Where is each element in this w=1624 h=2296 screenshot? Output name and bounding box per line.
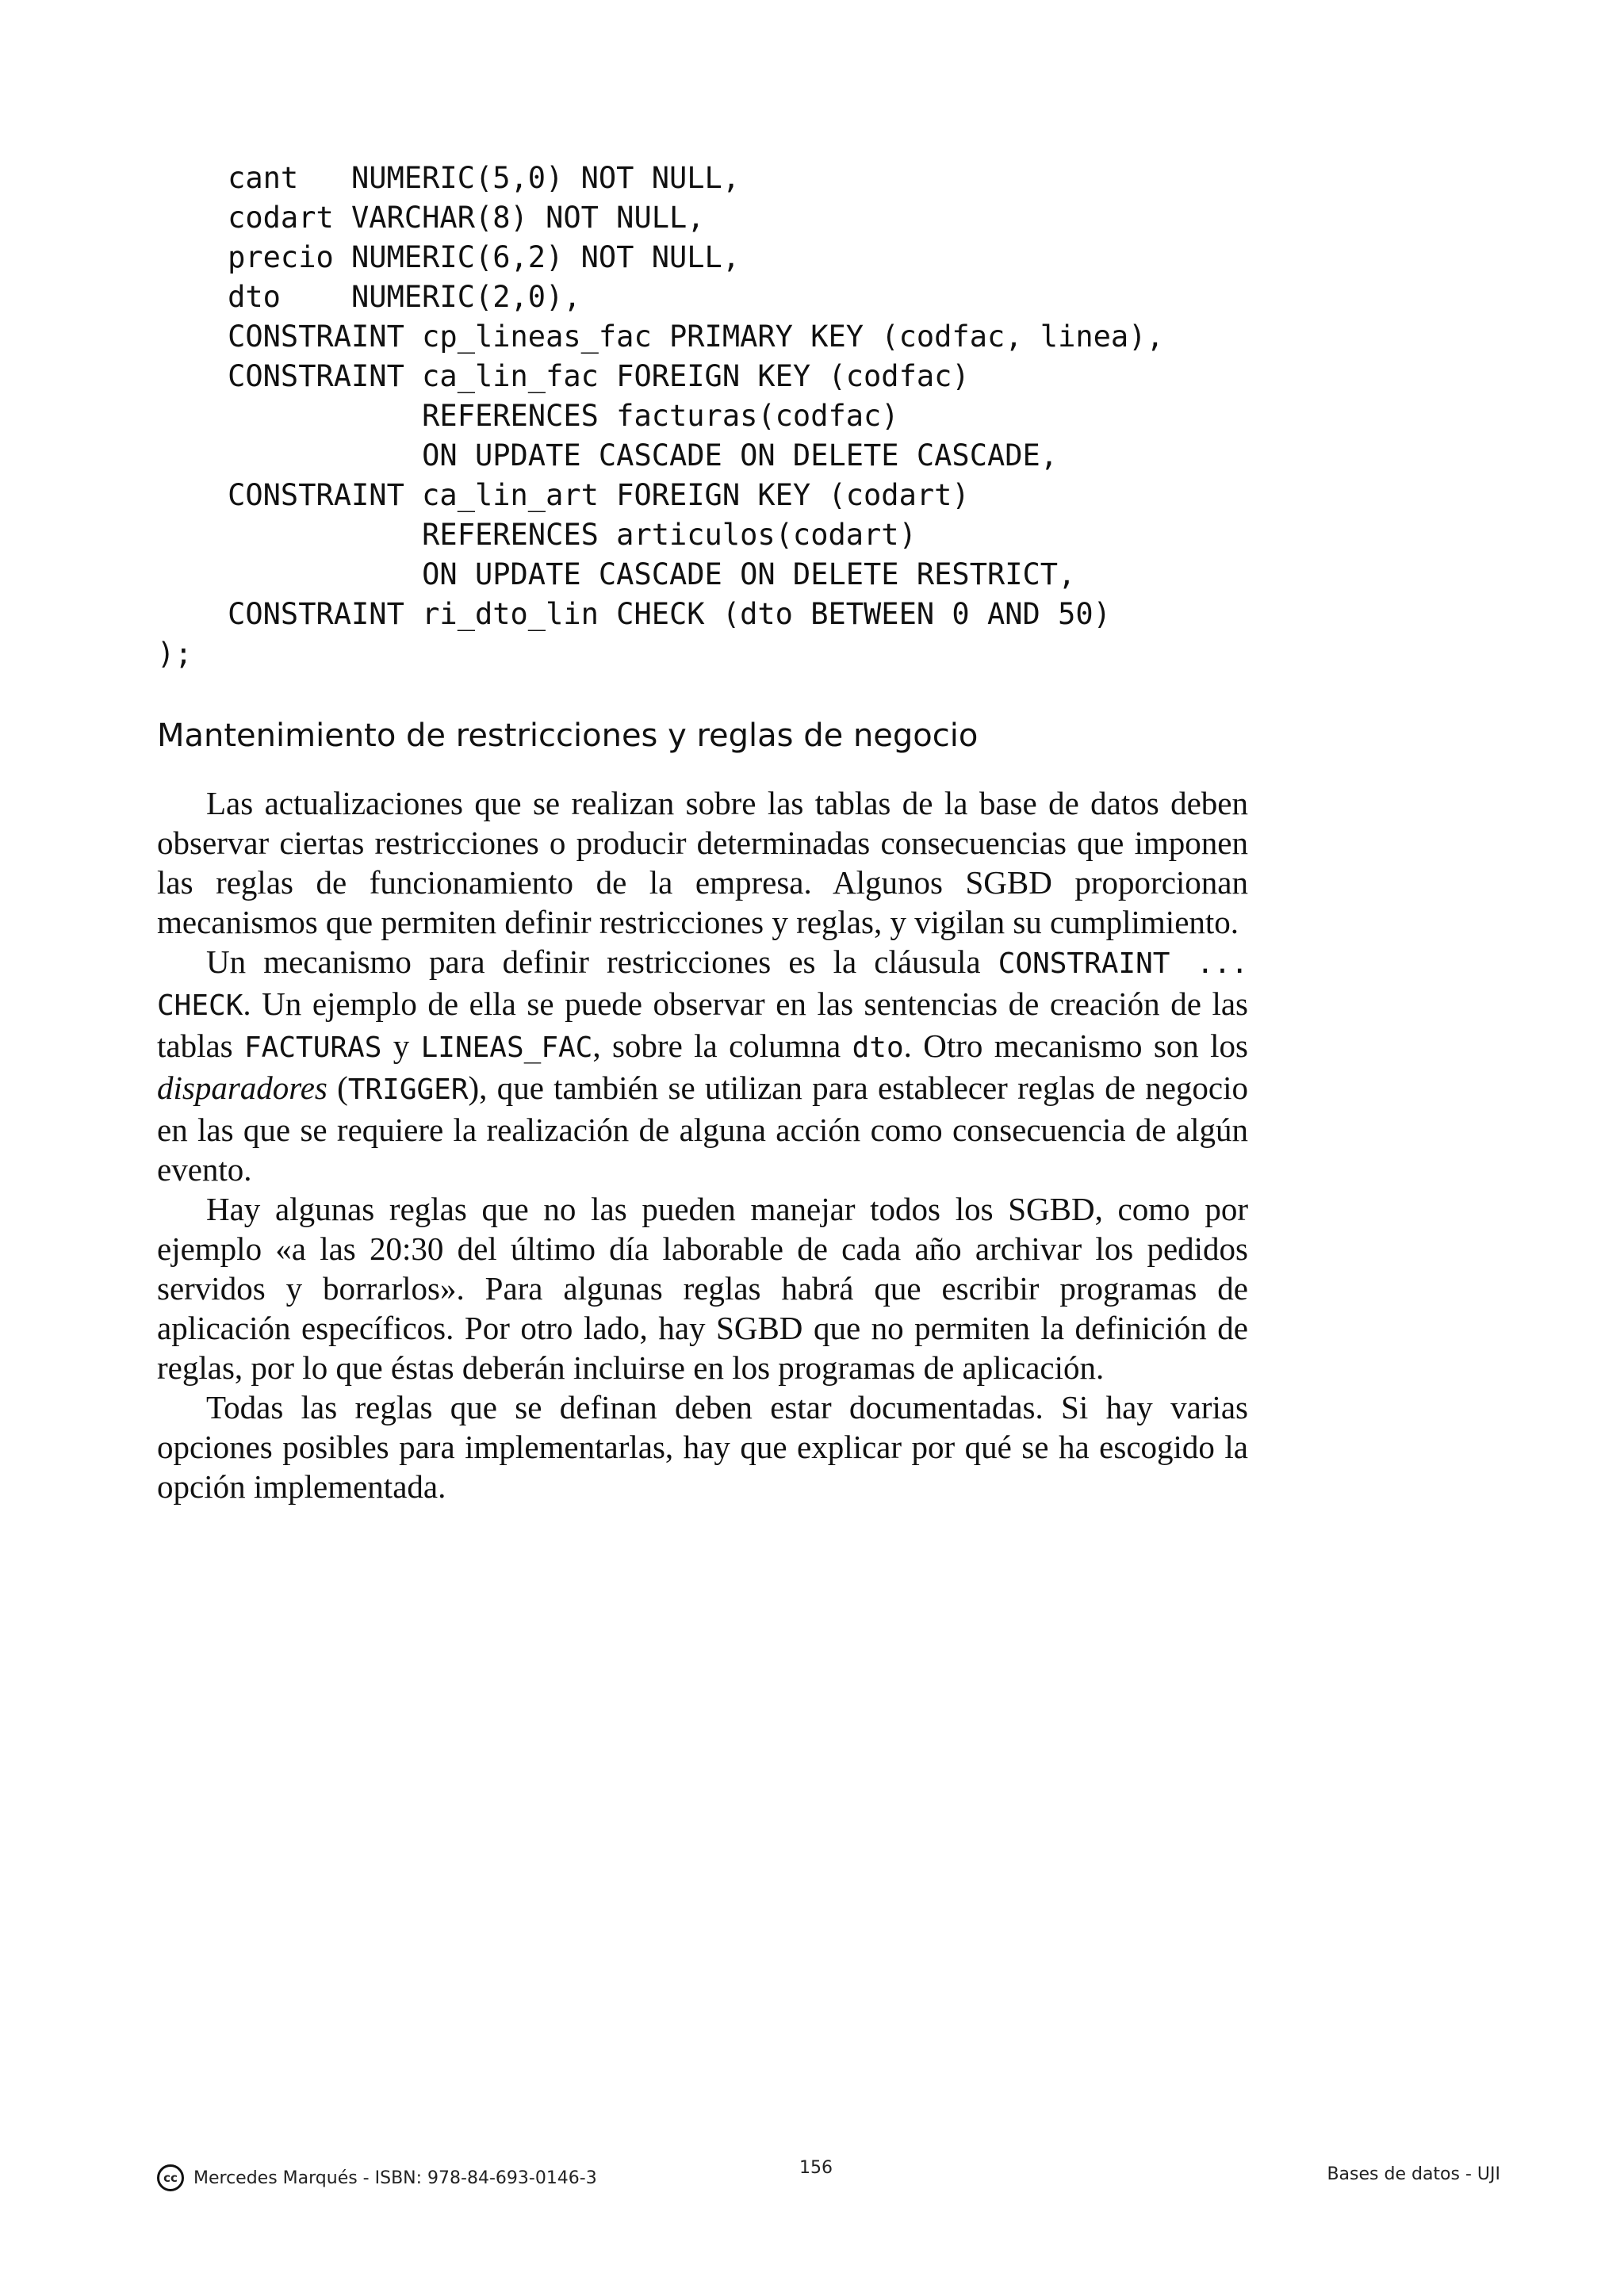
code-line: REFERENCES articulos(codart) — [157, 518, 917, 552]
text-run: ( — [327, 1070, 348, 1106]
text-run: . Otro mecanismo son los — [903, 1027, 1248, 1064]
section-heading: Mantenimiento de restricciones y reglas de negocio — [157, 718, 979, 754]
code-block — [157, 159, 1164, 674]
code-line: codart VARCHAR(8) NOT NULL, — [157, 201, 705, 235]
code-constraint-check: CONSTRAINT ... CHECK — [157, 947, 1249, 1022]
text-run: , sobre la columna — [592, 1027, 852, 1064]
page-footer — [0, 2158, 1624, 2206]
code-line: CONSTRAINT ca_lin_fac FOREIGN KEY (codfac) — [157, 359, 970, 393]
code-line: CONSTRAINT ri_dto_lin CHECK (dto BETWEEN 0 AND 50) — [157, 597, 1111, 631]
page-number: 156 — [799, 2158, 833, 2178]
code-line: ON UPDATE CASCADE ON DELETE RESTRICT, — [157, 557, 1076, 591]
text-run: . Un ejemplo de ella se puede observar en las sentencias de creación de las tablas — [157, 985, 1248, 1064]
paragraph-4: Todas las reglas que se definan deben estar documentadas. Si hay varias opciones posibles para implementarlas, hay que explicar por qué se ha escogido la opción implementada. — [157, 1389, 1248, 1505]
section-body — [157, 783, 1248, 1506]
paragraph-3: Hay algunas reglas que no las pueden manejar todos los SGBD, como por ejemplo «a las 20:30 del último día laborable de cada año archivar los pedidos servidos y borrarlos». Para algunas reglas habrá que escribir programas de aplicación específicos. Por otro lado, hay SGBD que no permiten la definición de reglas, por lo que éstas deberán incluirse en los programas de aplicación. — [157, 1191, 1248, 1386]
emphasis-disparadores: disparadores — [157, 1070, 327, 1106]
footer-book-title: Bases de datos - UJI — [1327, 2164, 1500, 2184]
text-run: Un mecanismo para definir restricciones es la cláusula — [206, 943, 998, 980]
code-line: dto NUMERIC(2,0), — [157, 280, 581, 314]
paragraph-1: Las actualizaciones que se realizan sobre las tablas de la base de datos deben observar ciertas restricciones o producir determinadas consecuencias que imponen las reglas de funcionamiento de la empresa. Algunos SGBD proporcionan mecanismos que permiten definir restricciones y reglas, y vigilan su cumplimiento. — [157, 785, 1248, 940]
paragraph-2 — [157, 942, 1248, 1189]
code-facturas: FACTURAS — [244, 1031, 382, 1064]
code-dto: dto — [852, 1031, 904, 1064]
code-line: cant NUMERIC(5,0) NOT NULL, — [157, 161, 741, 195]
code-line: CONSTRAINT cp_lineas_fac PRIMARY KEY (codfac, linea), — [157, 320, 1164, 354]
code-line: REFERENCES facturas(codfac) — [157, 399, 899, 433]
text-run: ), que también se utilizan para establecer reglas de negocio en las que se requiere la realización de alguna acción como consecuencia de algún evento. — [157, 1070, 1248, 1188]
footer-left — [157, 2164, 597, 2191]
code-line: ON UPDATE CASCADE ON DELETE CASCADE, — [157, 438, 1059, 473]
code-lineas-fac: LINEAS_FAC — [420, 1031, 593, 1064]
code-line: ); — [157, 637, 193, 671]
code-trigger: TRIGGER — [347, 1073, 469, 1106]
creative-commons-icon: cc — [157, 2164, 184, 2191]
code-line: precio NUMERIC(6,2) NOT NULL, — [157, 240, 741, 274]
code-line: CONSTRAINT ca_lin_art FOREIGN KEY (codart) — [157, 478, 970, 512]
text-run: y — [381, 1027, 421, 1064]
footer-author: Mercedes Marqués - ISBN: 978-84-693-0146-3 — [193, 2168, 597, 2188]
